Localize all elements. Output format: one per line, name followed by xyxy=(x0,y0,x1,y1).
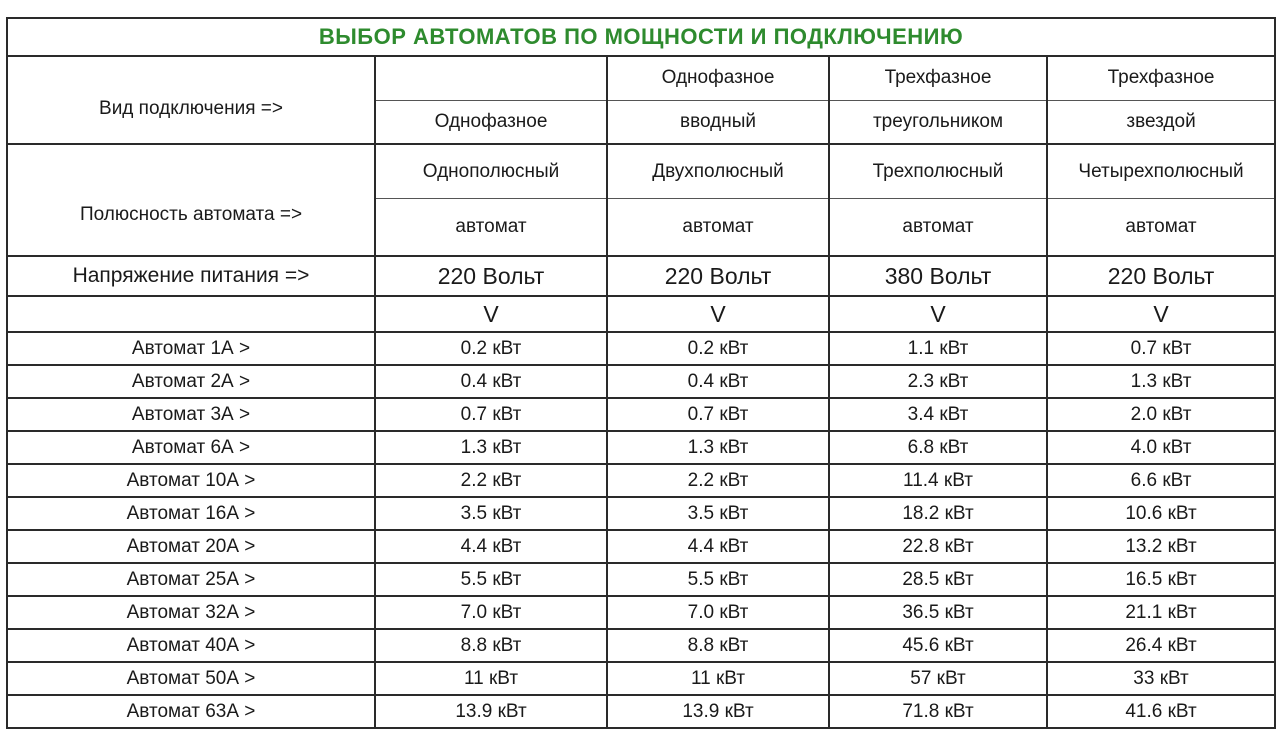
breaker-rating-label: Автомат 50А > xyxy=(7,662,375,695)
breaker-rating-label: Автомат 40А > xyxy=(7,629,375,662)
table-row xyxy=(7,695,1275,728)
col3-arrow: V xyxy=(829,296,1047,332)
col4-connection-line1: Трехфазное xyxy=(1047,56,1275,100)
power-value-col4: 1.3 кВт xyxy=(1047,365,1275,398)
power-value-col1: 0.4 кВт xyxy=(375,365,607,398)
col1-polarity-line2: автомат xyxy=(375,199,607,256)
col4-polarity-line2: автомат xyxy=(1047,199,1275,256)
col1-voltage: 220 Вольт xyxy=(375,256,607,296)
power-value-col2: 0.7 кВт xyxy=(607,398,829,431)
power-value-col4: 26.4 кВт xyxy=(1047,629,1275,662)
breaker-rating-label: Автомат 3А > xyxy=(7,398,375,431)
power-value-col4: 0.7 кВт xyxy=(1047,332,1275,365)
col3-polarity-line1: Трехполюсный xyxy=(829,144,1047,199)
power-value-col3: 28.5 кВт xyxy=(829,563,1047,596)
power-value-col2: 0.4 кВт xyxy=(607,365,829,398)
breaker-rating-label: Автомат 2А > xyxy=(7,365,375,398)
power-value-col1: 0.7 кВт xyxy=(375,398,607,431)
power-value-col1: 7.0 кВт xyxy=(375,596,607,629)
power-value-col3: 2.3 кВт xyxy=(829,365,1047,398)
col2-connection-line1: Однофазное xyxy=(607,56,829,100)
power-value-col1: 13.9 кВт xyxy=(375,695,607,728)
power-value-col1: 4.4 кВт xyxy=(375,530,607,563)
col4-voltage: 220 Вольт xyxy=(1047,256,1275,296)
table-row xyxy=(7,431,1275,464)
col1-connection-line2: Однофазное xyxy=(375,100,607,144)
connection-type-label: Вид подключения => xyxy=(7,56,375,144)
col4-polarity-line1: Четырехполюсный xyxy=(1047,144,1275,199)
col2-polarity-line2: автомат xyxy=(607,199,829,256)
power-value-col2: 5.5 кВт xyxy=(607,563,829,596)
power-rows xyxy=(7,332,1275,728)
col2-voltage: 220 Вольт xyxy=(607,256,829,296)
breaker-rating-label: Автомат 1А > xyxy=(7,332,375,365)
power-value-col2: 1.3 кВт xyxy=(607,431,829,464)
power-value-col3: 6.8 кВт xyxy=(829,431,1047,464)
power-value-col1: 3.5 кВт xyxy=(375,497,607,530)
table-row xyxy=(7,530,1275,563)
breaker-rating-label: Автомат 25А > xyxy=(7,563,375,596)
power-value-col3: 1.1 кВт xyxy=(829,332,1047,365)
power-value-col3: 36.5 кВт xyxy=(829,596,1047,629)
table-title: ВЫБОР АВТОМАТОВ ПО МОЩНОСТИ И ПОДКЛЮЧЕНИЮ xyxy=(7,18,1275,56)
power-value-col3: 22.8 кВт xyxy=(829,530,1047,563)
power-value-col4: 4.0 кВт xyxy=(1047,431,1275,464)
col4-arrow: V xyxy=(1047,296,1275,332)
table-row xyxy=(7,365,1275,398)
col1-connection-line1 xyxy=(375,56,607,100)
power-value-col3: 18.2 кВт xyxy=(829,497,1047,530)
col4-connection-line2: звездой xyxy=(1047,100,1275,144)
col3-connection-line2: треугольником xyxy=(829,100,1047,144)
table-row xyxy=(7,563,1275,596)
power-value-col4: 41.6 кВт xyxy=(1047,695,1275,728)
power-value-col2: 8.8 кВт xyxy=(607,629,829,662)
table-row xyxy=(7,332,1275,365)
col1-arrow: V xyxy=(375,296,607,332)
power-value-col1: 2.2 кВт xyxy=(375,464,607,497)
power-value-col4: 2.0 кВт xyxy=(1047,398,1275,431)
power-value-col3: 3.4 кВт xyxy=(829,398,1047,431)
col3-connection-line1: Трехфазное xyxy=(829,56,1047,100)
power-value-col4: 10.6 кВт xyxy=(1047,497,1275,530)
power-value-col2: 0.2 кВт xyxy=(607,332,829,365)
power-value-col3: 71.8 кВт xyxy=(829,695,1047,728)
col3-voltage: 380 Вольт xyxy=(829,256,1047,296)
power-value-col1: 8.8 кВт xyxy=(375,629,607,662)
power-value-col4: 33 кВт xyxy=(1047,662,1275,695)
power-value-col1: 11 кВт xyxy=(375,662,607,695)
power-value-col2: 7.0 кВт xyxy=(607,596,829,629)
breaker-rating-label: Автомат 6А > xyxy=(7,431,375,464)
power-value-col3: 45.6 кВт xyxy=(829,629,1047,662)
power-value-col2: 3.5 кВт xyxy=(607,497,829,530)
power-value-col4: 16.5 кВт xyxy=(1047,563,1275,596)
col2-arrow: V xyxy=(607,296,829,332)
col1-polarity-line1: Однополюсный xyxy=(375,144,607,199)
power-value-col1: 0.2 кВт xyxy=(375,332,607,365)
table-row xyxy=(7,464,1275,497)
breaker-rating-label: Автомат 32А > xyxy=(7,596,375,629)
table-row xyxy=(7,596,1275,629)
power-value-col2: 11 кВт xyxy=(607,662,829,695)
table-row xyxy=(7,662,1275,695)
power-value-col4: 21.1 кВт xyxy=(1047,596,1275,629)
col2-polarity-line1: Двухполюсный xyxy=(607,144,829,199)
table-row xyxy=(7,497,1275,530)
power-value-col1: 1.3 кВт xyxy=(375,431,607,464)
power-value-col1: 5.5 кВт xyxy=(375,563,607,596)
breaker-rating-label: Автомат 63А > xyxy=(7,695,375,728)
power-value-col3: 11.4 кВт xyxy=(829,464,1047,497)
breaker-rating-label: Автомат 10А > xyxy=(7,464,375,497)
breaker-selection-table xyxy=(6,17,1276,729)
breaker-rating-label: Автомат 16А > xyxy=(7,497,375,530)
table-row xyxy=(7,629,1275,662)
polarity-label: Полюсность автомата => xyxy=(7,144,375,256)
arrow-row-spacer xyxy=(7,296,375,332)
table-row xyxy=(7,398,1275,431)
power-value-col2: 4.4 кВт xyxy=(607,530,829,563)
col3-polarity-line2: автомат xyxy=(829,199,1047,256)
voltage-label: Напряжение питания => xyxy=(7,256,375,296)
power-value-col2: 2.2 кВт xyxy=(607,464,829,497)
breaker-rating-label: Автомат 20А > xyxy=(7,530,375,563)
power-value-col4: 6.6 кВт xyxy=(1047,464,1275,497)
power-value-col3: 57 кВт xyxy=(829,662,1047,695)
col2-connection-line2: вводный xyxy=(607,100,829,144)
power-value-col4: 13.2 кВт xyxy=(1047,530,1275,563)
power-value-col2: 13.9 кВт xyxy=(607,695,829,728)
